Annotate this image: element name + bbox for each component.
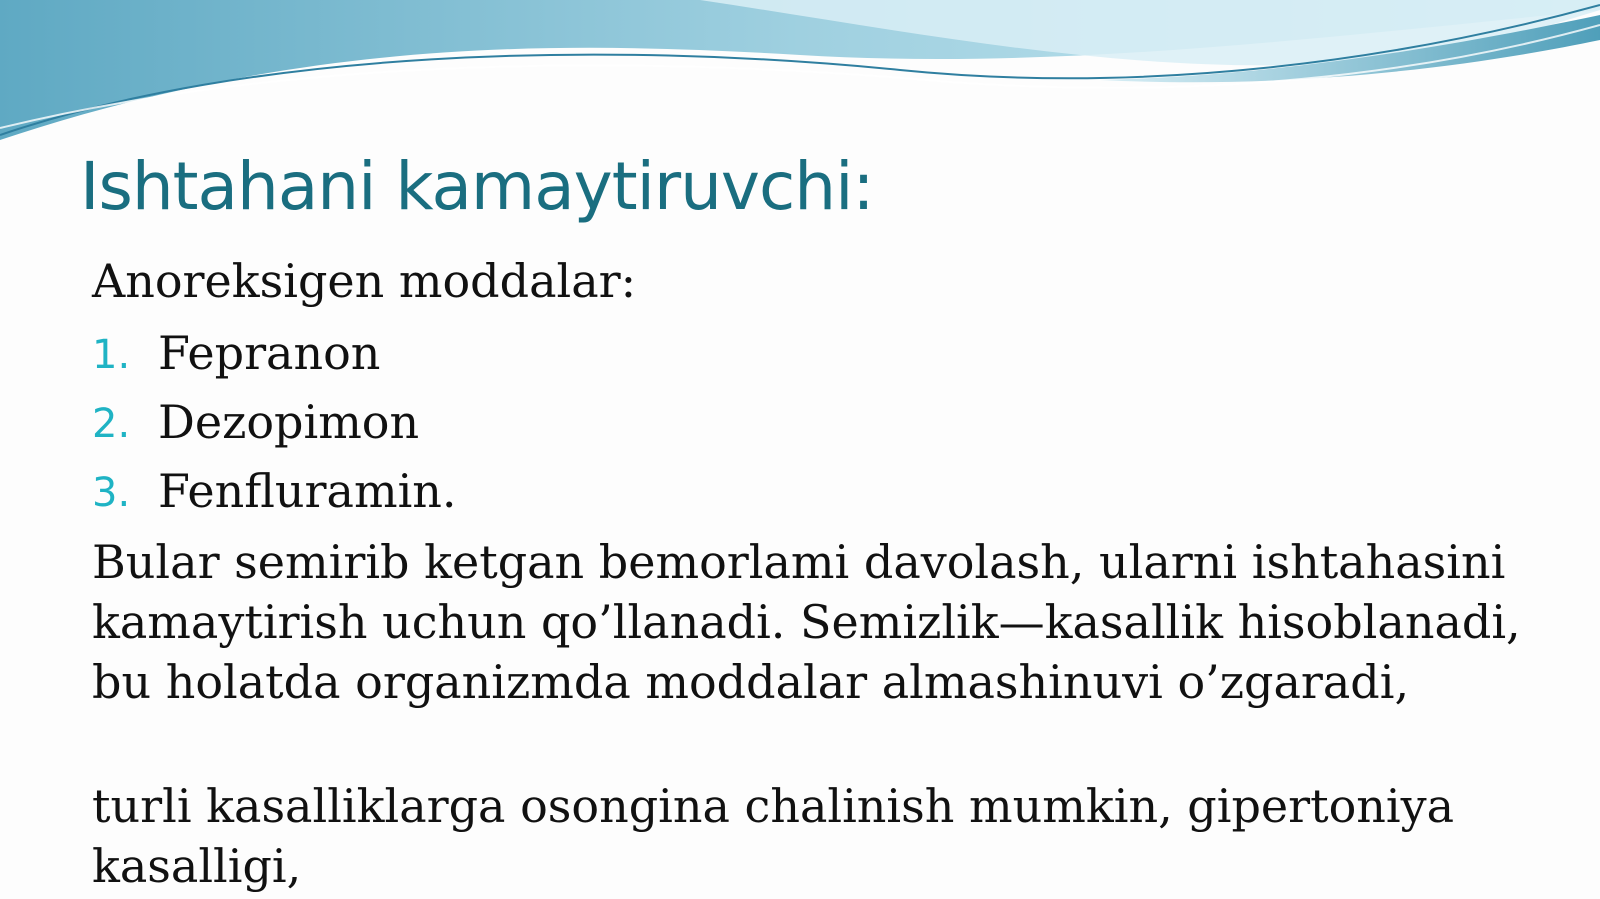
list-number: 3. [92,470,131,516]
subtitle: Anoreksigen moddalar: [92,254,637,308]
list-text: Fepranon [158,326,381,380]
body-paragraph: turli kasalliklarga osongina chalinish mumkin, gipertoniya kasalligi, [92,779,1455,893]
list-item [92,395,457,464]
body-paragraph: Bular semirib ketgan bemorlami davolash, ularni ishtahasini kamaytirish uchun qo’llanadi. Semizlik—kasallik hisoblanadi, bu holatda organizmda moddalar almashinuvi o’zgaradi, [92,535,1521,709]
drug-list [92,326,457,533]
list-item [92,326,457,395]
list-item [92,464,457,533]
header-wave-decoration [0,0,1600,150]
list-number: 1. [92,332,131,378]
list-text: Dezopimon [158,395,420,449]
list-number: 2. [92,401,131,447]
list-text: Fenfluramin. [158,464,457,518]
slide-title: Ishtahani kamaytiruvchi: [80,148,874,225]
